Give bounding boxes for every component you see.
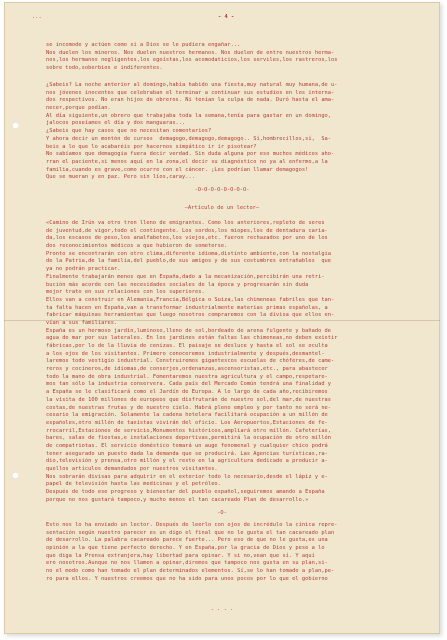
- text-line: mos tan sólo la industria conservera. Cada país del Mercado Común tendrá una finalidad y: [46, 381, 332, 388]
- text-line: Nos duelen los mineros. Nos duelen nuestros hermanos. Nos duelen de entre nuestros herma-: [46, 49, 335, 56]
- text-line: opinión a la que tiene perfecto derecho. Y en España,por la gracia de Dios y pese a lo: [46, 545, 325, 552]
- text-line: fábricas,por lo de la lluvia de cenizas. El paisaje se desluce y hasta el sol se oculta: [46, 343, 328, 349]
- text-line: familia,cuando es grave,como ocurre con el cáncer. ¡Les podrían llamar demagogos!: [46, 166, 309, 173]
- text-line: ya no podrán practicar.: [46, 266, 121, 273]
- text-line: de la Patria,de la familia,del pueblo,de sus amigos y de sus costumbres entrañables que: [46, 258, 332, 265]
- text-line: de compatriotas. El servicio doméstico tomará un auge fenomenal y cualquier chico podrá: [46, 442, 328, 449]
- text-line: «Camino de Irún va otro tren lleno de emigrantes. Como los anteriores,repleto de seres: [46, 220, 325, 226]
- text-line: nos,los hermanos negligentes,los egoístas,los acomodaticios,los serviles,los rastreros,los: [46, 57, 338, 64]
- text-line: da,los escasos de peso,los analfabetos,los viejos,etc. fueron rechazados por uno de los: [46, 235, 328, 242]
- text-line: Finalmente trabajarán menos que en España,dado a la mecanización,percibirán una retri-: [46, 273, 325, 280]
- text-line: reros y cocineros,de idiomas,de conserjes,ordenanzas,ascensoristas,etc., para abastecer: [46, 366, 328, 373]
- text-line: ¿Sabeis que hay casos que no necesitan comentarios?: [46, 128, 212, 135]
- document-page: [4, 2, 440, 634]
- text-line: Después de todo ese progreso y bienestar del pueblo español,seguiremos amando a España: [46, 489, 325, 496]
- text-line: beis a lo que lo acabaréis por hacernos simpático ir ir pisotear?: [46, 143, 257, 150]
- text-line: dio,televisión y prensa,otro millón y el resto en la agricultura dedicado a producir a-: [46, 458, 328, 465]
- article-title: —Artículo de un lector—: [184, 205, 260, 211]
- text-line: dos reconocimientos médicos a que hubieron de someterse.: [46, 243, 228, 250]
- text-line: de desarrollo. La palabra cacareado parece fuerte... Pero eso de que no le gusta,es una: [46, 537, 328, 544]
- text-line: costas,de nuestras frutas y de nuestro cielo. Habrá pleno empleo y por tanto no será ne-: [46, 404, 332, 411]
- text-line: No sabíamos que demagogia fuera decir verdad. Sin duda alguna por eso muchos médicos aho-: [46, 151, 335, 158]
- bottom-marker: . . . .: [210, 606, 234, 612]
- text-line: dos respectivos. No eran hijos de obreros. Ni tenían la culpa de nada. Duró hasta el ama-: [46, 97, 335, 104]
- page-marker: ...: [32, 14, 42, 20]
- text-line: cesario la emigración. Solamente la cadena hotelera facilitará ocupación a un millón de: [46, 412, 328, 419]
- text-line: ero nosotros.Aunque no nos llamen a opinar,diremos que tampoco nos gusta en su plan,si-: [46, 560, 328, 567]
- text-line: Pronto se encontrarán con otro clima,diferente idioma,distinto ambiente,con la nostalgia: [46, 250, 332, 257]
- text-line: fabricar máquinas herramientas que luego nosotros compraremos con la divisa que ellos en-: [46, 312, 335, 319]
- text-line: la visita de 100 millones de europeos que disfrutarán de nuestro sol,del mar,de nuestras: [46, 396, 332, 403]
- section-separator: -O-O-O-O-O-O-O-O-: [194, 187, 250, 193]
- text-line: agua de mar por sus laterales. En los jardines están faltas las chimeneas,no deben existir: [46, 335, 338, 342]
- text-line: sobre todo,soberbios e indiferentes.: [46, 65, 163, 72]
- text-line: Que se mueran y en paz. Pero sin líos,caray...: [46, 174, 195, 181]
- story-paragraph: [46, 82, 338, 182]
- text-line: bares, salas de fiestas,e instalaciones deportivas,permitirá la ocupación de otro millón: [46, 435, 332, 442]
- text-line: a los ojos de los visitantes. Primero conoceremos industrialmente y después,desmantel-: [46, 350, 325, 357]
- text-line: necer,porque podían.: [46, 105, 111, 112]
- text-line: ¿Sabeis? La noche anterior al domingo,había habido una fiesta,muy natural muy humana,de u-: [46, 82, 338, 88]
- punch-hole-bottom: [12, 472, 19, 479]
- text-line: a España se le clasificará como el Jardín de Europa. A lo largo de cada año,recibiremos: [46, 389, 328, 396]
- text-line: no el modo como han tomado el plan determinados elementos. Sí,se lo han tomado a plan,pe-: [46, 568, 335, 575]
- article-body: [46, 220, 338, 504]
- text-line: ta falta hacen en España,van a transformar industrialmente materias primas españolas, a: [46, 304, 328, 311]
- text-line: papel de televisión hasta las medicinas y el petróleo.: [46, 481, 221, 488]
- text-line: de juventud,de vigor,todo el contingente. Los sordos,los miopes,los de dentadura caria-: [46, 227, 328, 234]
- text-line: rrocarril,Estaciones de servicio,Monumentos históricos,ampliará otro millón. Cafeterías,: [46, 427, 332, 434]
- text-line: españoles,otro millón de taxistas vivirán del oficio. Los Aeropuertos,Estaciones de fe-: [46, 419, 328, 426]
- text-line: nos jóvenes inocentes que celebraban el terminar a continuar sus estudios en los interna-: [46, 89, 335, 96]
- text-line: bución más acorde con las necesidades sociales de la época y progresarán sin duda: [46, 281, 309, 288]
- text-line: que diga la Prensa extranjera,hay libertad para opinar. Y si no,vean que sí. Y aquí: [46, 552, 315, 559]
- text-line: mejor trato en sus relaciones con los superiores.: [46, 289, 205, 296]
- text-line: quellos artículos demandados por nuestros visitantes.: [46, 466, 218, 472]
- text-line: tener asegurado un puesto dada la demanda que se producirá. Las Agencias turísticas,ra-: [46, 450, 328, 457]
- closing-paragraph: [46, 522, 338, 584]
- text-line: vían a sus familiares.: [46, 319, 118, 326]
- text-line: Esto nos lo ha enviado un lector. Después de leerlo con ojos de incrédulo la cínica repre-: [46, 522, 338, 528]
- text-line: jalocos poseíamos el día y dos manguaras...: [46, 120, 186, 127]
- text-line: laremos todo vestigio industrial. Construiremos gigantescos escuelas de chóferes,de came-: [46, 358, 335, 365]
- text-line: sentación según nuestro parecer es un digo el final que no le gusta el tan cacareado plan: [46, 529, 335, 536]
- punch-hole-top: [12, 122, 19, 129]
- text-line: Y ahora decir un montón de cursos demagogo,demagogo,demagogo.. Sí,hombrecillos,sí, Sa-: [46, 135, 332, 142]
- page-number: - 4 -: [218, 14, 235, 20]
- text-line: España es un hermoso jardín,luminoso,lleno de sol,bordeado de arena fulgente y bañado de: [46, 327, 332, 334]
- text-line: rran el paciente,si menos aquí en la zona,el decir su diagnóstico no ya al enfermo,a la: [46, 158, 328, 165]
- intro-paragraph: [46, 42, 338, 73]
- text-line: ro para ellos. Y nuestros creemos que no ha sido para unos pocos por lo que el gobierno: [46, 575, 328, 582]
- text-line: Al día siguiente,un obrero que trabajaba toda la semana,tenía para gastar en un domingo,: [46, 112, 332, 119]
- text-line: Ellos van a construir en Alemania,Francia,Bélgica o Suiza,las chimeneas fabriles que tan-: [46, 296, 335, 303]
- text-line: se incomode y actúen como si a Dios se le pudiera engañar...: [46, 42, 241, 48]
- text-line: Nos sobrarán divisas para adquirir en el exterior todo lo necesario,desde el lápiz y e-: [46, 473, 328, 480]
- text-line: todo la mano de obra industrial. Fomentaremos nuestra agricultura y el campo,respetare-: [46, 373, 328, 380]
- section-separator: -O-: [217, 510, 227, 516]
- text-line: porque no nos gustará tampoco,y mucho menos el tan cacareado Plan de desarrollo.»: [46, 496, 309, 503]
